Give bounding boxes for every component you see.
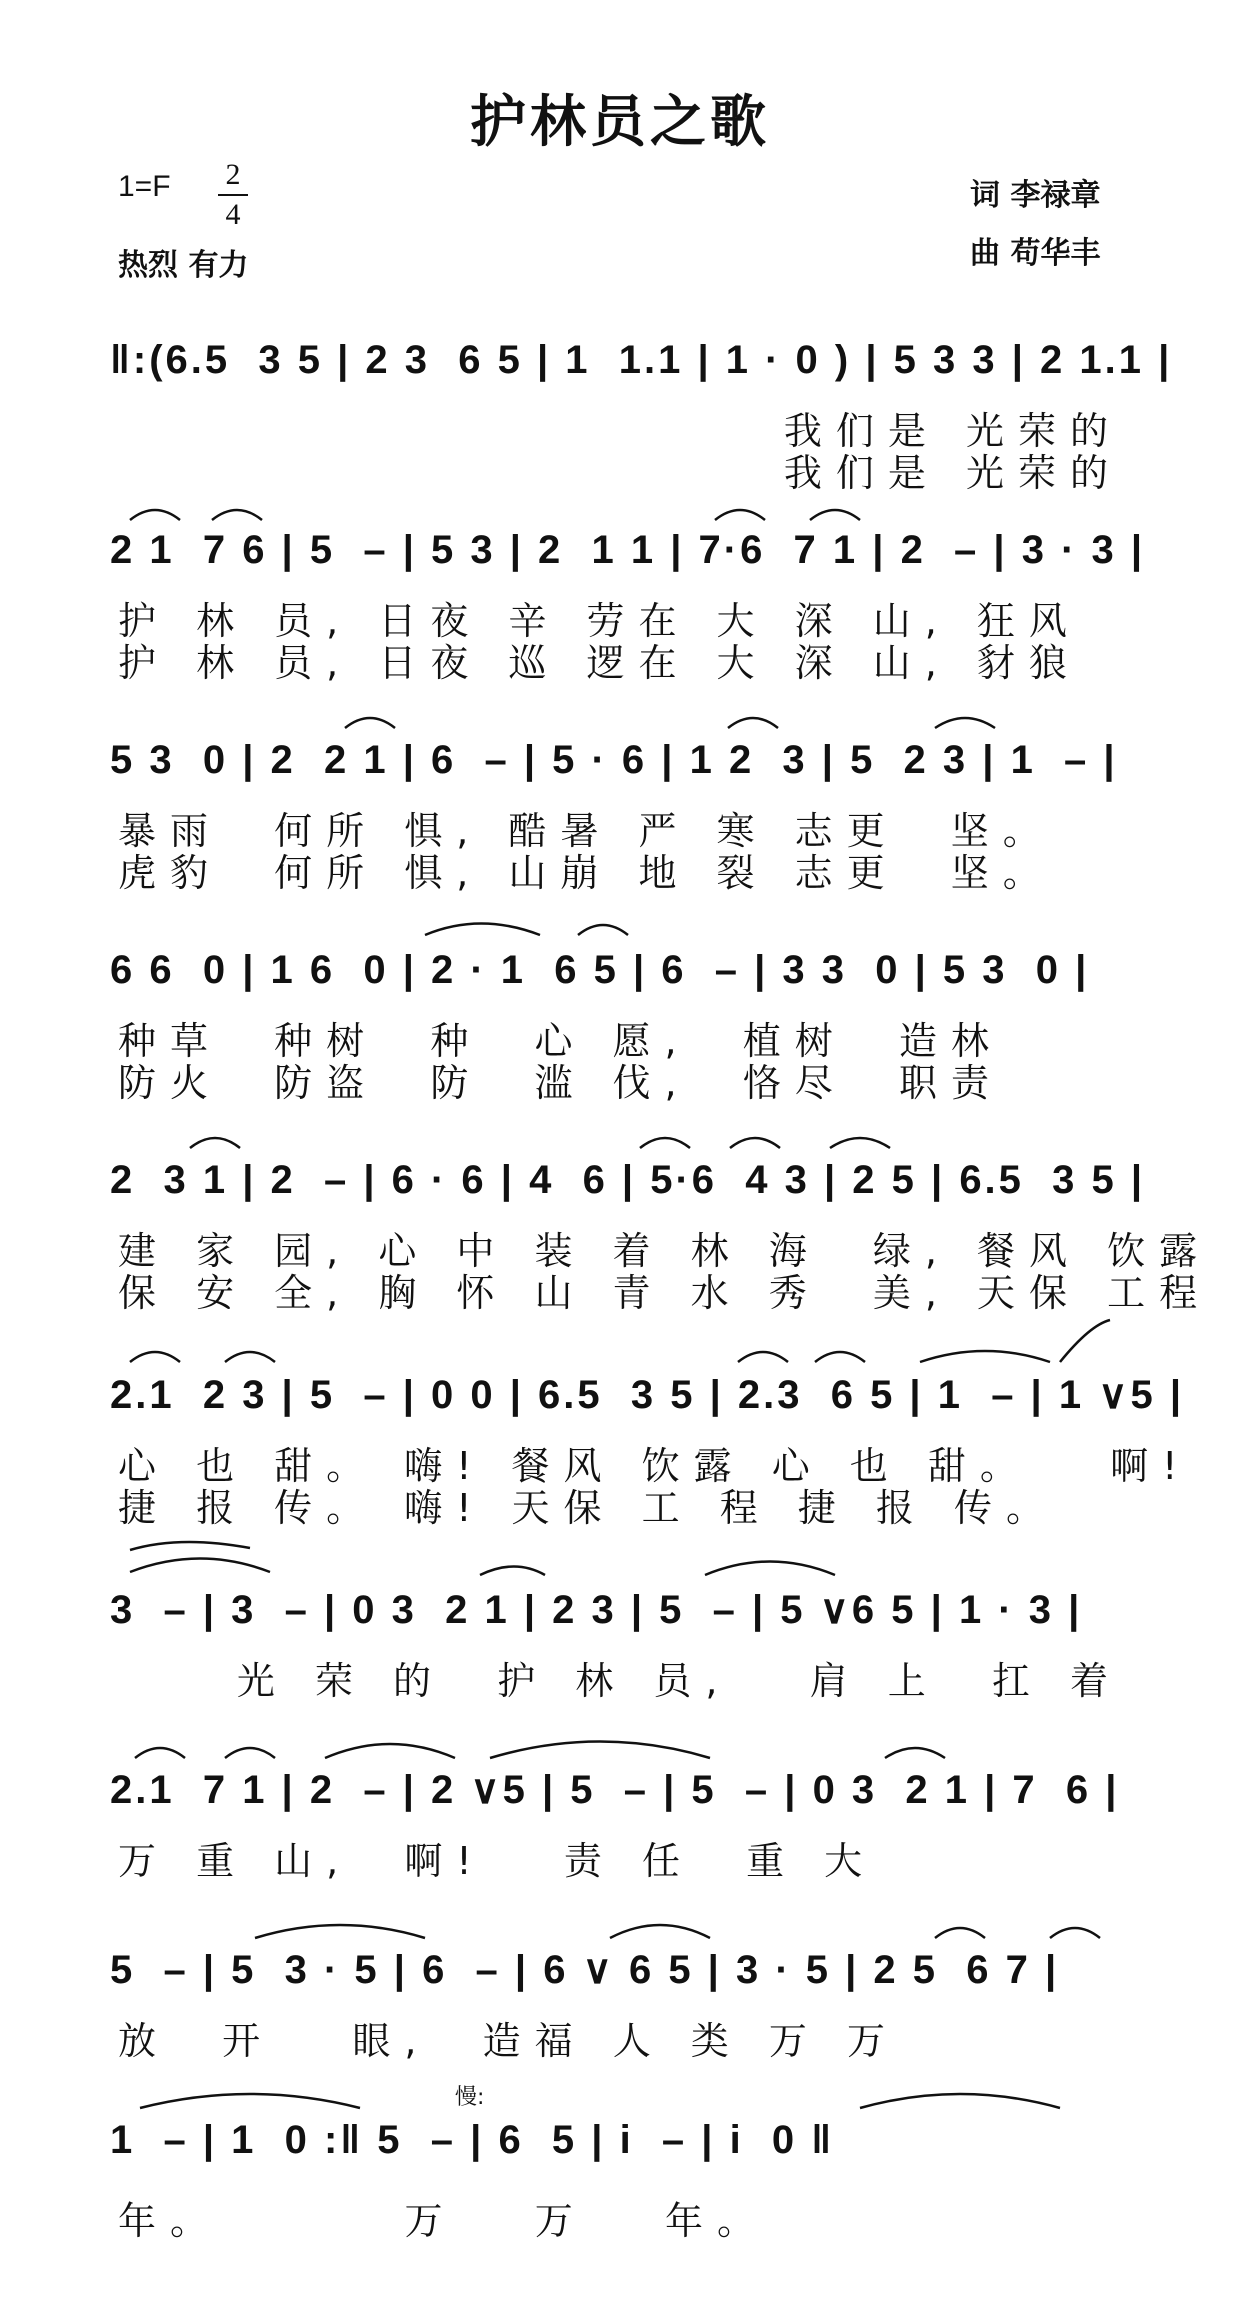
- slur: [860, 2094, 1060, 2108]
- notes-line: 2.1 7 1 | 2 – | 2 ∨5 | 5 – | 5 – | 0 3 2 1 | 7 6 |: [110, 1768, 1120, 1812]
- lyric-verse-1: 种草 种树 种 心 愿, 植树 造林: [118, 1019, 1003, 1063]
- lyric-verse-2: 捷 报 传。 嗨! 天保 工 程 捷 报 传。: [118, 1486, 1058, 1530]
- slur: [920, 1351, 1050, 1362]
- slur: [935, 1928, 985, 1938]
- notes-line: 3 – | 3 – | 0 3 2 1 | 2 3 | 5 – | 5 ∨6 5 | 1 · 3 |: [110, 1588, 1083, 1632]
- slur: [135, 1748, 185, 1758]
- song-title: 护林员之歌: [470, 90, 770, 155]
- slur: [728, 718, 778, 728]
- slur: [130, 1542, 250, 1550]
- notes-line: 5 – | 5 3 · 5 | 6 – | 6 ∨ 6 5 | 3 · 5 | 2 5 6 7 |: [110, 1948, 1060, 1992]
- lyric-verse-1: 万 重 山, 啊! 责 任 重 大: [118, 1839, 877, 1883]
- slur: [425, 924, 540, 936]
- slur: [255, 1925, 425, 1938]
- lyric-verse-1: 光 荣 的 护 林 员, 肩 上 扛 着: [236, 1659, 1122, 1703]
- slur: [490, 1742, 710, 1759]
- slur: [815, 1352, 865, 1362]
- time-top: 2: [225, 158, 241, 191]
- slur: [1050, 1928, 1100, 1938]
- lyricist-credit: 词 李禄章: [970, 178, 1101, 213]
- slur: [130, 1352, 180, 1362]
- lyric-verse-2: 护 林 员, 日夜 巡 逻在 大 深 山, 豺狼: [118, 641, 1081, 685]
- tempo-marking: 慢:: [455, 2085, 485, 2110]
- lyric-verse-2: 防火 防盗 防 滥 伐, 恪尽 职责: [118, 1061, 1003, 1105]
- slur: [130, 510, 180, 520]
- notes-line: 5 3 0 | 2 2 1 | 6 – | 5 · 6 | 1 2 3 | 5 2 3 | 1 – |: [110, 737, 1118, 782]
- slur: [225, 1748, 275, 1758]
- notes-line: ‖:(6.5 3 5 | 2 3 6 5 | 1 1.1 | 1 · 0 ) | 5 3 3 | 2 1.1 |: [110, 337, 1173, 382]
- slur: [610, 1925, 710, 1938]
- slur: [130, 1559, 270, 1573]
- composer-credit: 曲 苟华丰: [970, 236, 1101, 271]
- slur: [190, 1138, 240, 1148]
- slur: [140, 2094, 360, 2108]
- time-bottom: 4: [225, 198, 241, 231]
- notes-line: 1 – | 1 0 :‖ 5 – | 6 5 | i – | i 0 ‖: [110, 2117, 835, 2162]
- slur: [885, 1748, 945, 1758]
- lyric-verse-2: 虎豹 何所 惧, 山崩 地 裂 志更 坚。: [118, 851, 1055, 895]
- lyric-verse-1: 建 家 园, 心 中 装 着 林 海 绿, 餐风 饮露: [118, 1229, 1212, 1273]
- lyric-verse-1: 心 也 甜。 嗨! 餐风 饮露 心 也 甜。 啊!: [118, 1444, 1192, 1488]
- slur: [225, 1352, 275, 1362]
- lyric-verse-1: 我们是 光荣的: [783, 409, 1122, 453]
- slur: [705, 1562, 835, 1576]
- slur: [578, 925, 628, 935]
- slur: [830, 1138, 890, 1148]
- lyric-verse-2: 保 安 全, 胸 怀 山 青 水 秀 美, 天保 工程: [118, 1271, 1212, 1315]
- notes-line: 2 3 1 | 2 – | 6 · 6 | 4 6 | 5·6 4 3 | 2 5 | 6.5 3 5 |: [110, 1157, 1146, 1202]
- lyric-verse-1: 护 林 员, 日夜 辛 劳在 大 深 山, 狂风: [118, 599, 1081, 643]
- lyric-verse-1: 放 开 眼, 造福 人 类 万 万: [118, 2019, 899, 2063]
- slur: [480, 1567, 545, 1576]
- slur: [640, 1138, 690, 1148]
- slur: [738, 1352, 788, 1362]
- notes-line: 2 1 7 6 | 5 – | 5 3 | 2 1 1 | 7·6 7 1 | 2 – | 3 · 3 |: [110, 527, 1146, 572]
- lyric-verse-2: 我们是 光荣的: [783, 451, 1122, 495]
- lyric-verse-1: 年。 万 万 年。: [118, 2199, 770, 2243]
- slur: [810, 510, 860, 520]
- notes-line: 6 6 0 | 1 6 0 | 2 · 1 6 5 | 6 – | 3 3 0 | 5 3 0 |: [110, 947, 1090, 992]
- slur: [1060, 1320, 1110, 1362]
- mood-marking: 热烈 有力: [118, 248, 249, 283]
- slur: [345, 718, 395, 728]
- slur: [715, 510, 765, 520]
- slur: [212, 510, 262, 520]
- key-signature: 1=F: [118, 170, 171, 203]
- notes-line: 2.1 2 3 | 5 – | 0 0 | 6.5 3 5 | 2.3 6 5 | 1 – | 1 ∨5 |: [110, 1373, 1185, 1417]
- slur: [325, 1744, 455, 1758]
- slur: [935, 718, 995, 728]
- lyric-verse-1: 暴雨 何所 惧, 酷暑 严 寒 志更 坚。: [118, 809, 1055, 853]
- slur: [730, 1138, 780, 1148]
